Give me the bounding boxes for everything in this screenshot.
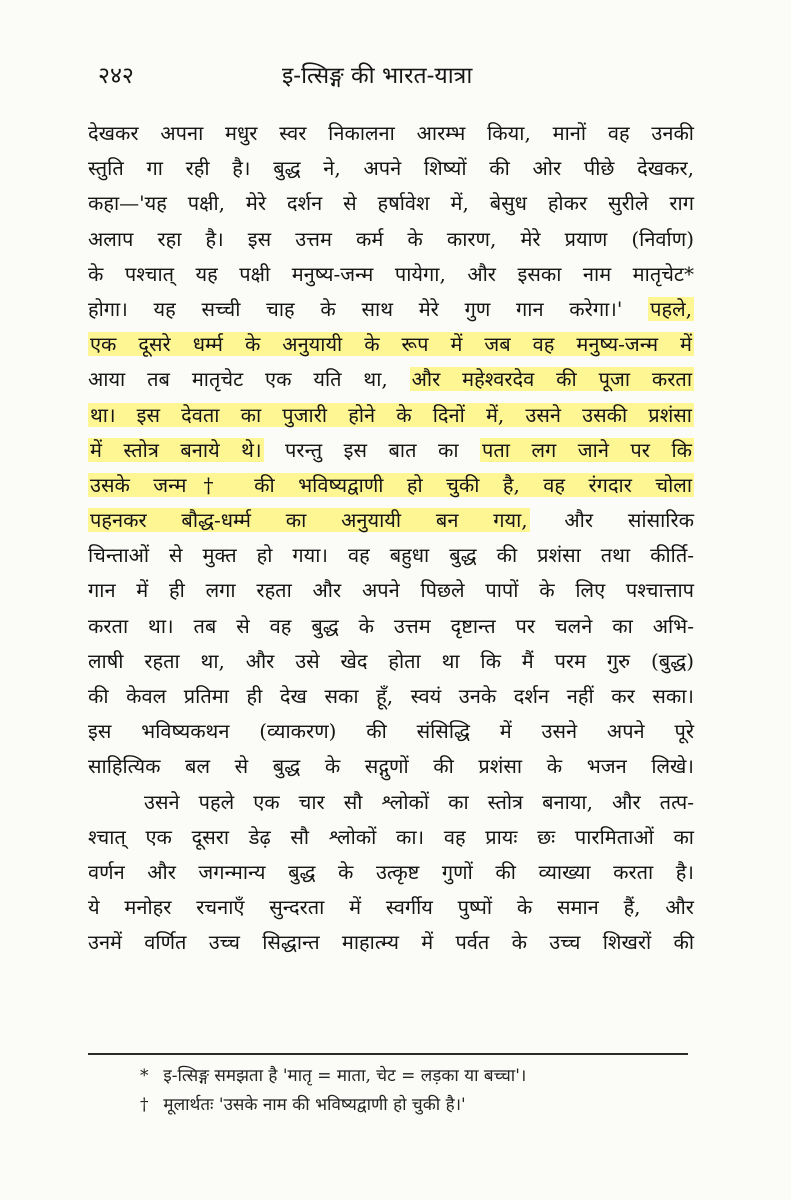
text-line	[88, 327, 694, 362]
line-text: करता था। तब से वह बुद्ध के उत्तम दृष्टान्त पर चलने का अभि-	[88, 613, 694, 638]
text-line	[88, 116, 694, 151]
text-line	[88, 222, 694, 257]
highlighted-text: में स्तोत्र बनाये थे।	[90, 437, 262, 462]
running-title: इ-त्सिङ्ग की भारत-यात्रा	[282, 63, 473, 89]
text-line	[88, 151, 694, 186]
line-text: अलाप रहा है। इस उत्तम कर्म के कारण, मेरे प्रयाण (निर्वाण)	[88, 226, 694, 251]
text-line	[88, 925, 694, 960]
footnote-mark: *	[140, 1066, 149, 1086]
footnote-mark: †	[140, 1095, 149, 1115]
text-line	[88, 433, 694, 468]
text-line	[88, 503, 694, 538]
footnote-divider	[88, 1053, 688, 1055]
line-text: लाषी रहता था, और उसे खेद होता था कि मैं परम गुरु (बुद्ध)	[88, 648, 694, 673]
text-line	[88, 644, 694, 679]
footnotes	[140, 1062, 660, 1120]
text-line	[88, 679, 694, 714]
body-text	[88, 116, 694, 961]
line-text: कहा—'यह पक्षी, मेरे दर्शन से हर्षावेश में, बेसुध होकर सुरीले राग	[88, 191, 694, 216]
line-text: उनमें वर्णित उच्च सिद्धान्त माहात्म्य में पर्वत के उच्च शिखरों की	[88, 930, 694, 955]
line-text: की केवल प्रतिमा ही देख सका हूँ, स्वयं उनके दर्शन नहीं कर सका।	[88, 684, 694, 708]
highlighted-text: एक दूसरे धर्म्म के अनुयायी के रूप में जब वह मनुष्य-जन्म में	[90, 332, 692, 357]
line-text: इस भविष्यकथन (व्याकरण) की संसिद्धि में उसने अपने पूरे	[88, 719, 694, 744]
line-text: श्चात् एक दूसरा डेढ़ सौ श्लोकों का। वह प्रायः छः पारमिताओं का	[88, 824, 694, 849]
highlighted-text: पहले,	[650, 296, 692, 321]
text-line	[88, 362, 694, 397]
text-line	[88, 257, 694, 292]
highlighted-text: और महेश्वरदेव की पूजा करता	[411, 367, 693, 392]
text-line	[88, 186, 694, 221]
line-text: साहित्यिक बल से बुद्ध के सद्गुणों की प्रशंसा के भजन लिखे।	[88, 754, 694, 779]
line-text: वर्णन और जगन्मान्य बुद्ध के उत्कृष्ट गुणों की व्याख्या करता है।	[88, 859, 694, 884]
text-line	[88, 573, 694, 608]
page-header	[98, 58, 683, 92]
text-line	[88, 749, 694, 784]
text-line	[88, 855, 694, 890]
line-text: और सांसारिक	[529, 508, 694, 533]
line-text: परन्तु इस बात का	[263, 437, 481, 462]
line-text: होगा। यह सच्ची चाह के साथ मेरे गुण गान करेगा।'	[88, 296, 649, 321]
page-number: २४२	[98, 63, 134, 89]
footnote-text: इ-त्सिङ्ग समझता है 'मातृ = माता, चेट = लड़का या बच्चा'।	[163, 1066, 527, 1086]
text-line	[88, 398, 694, 433]
line-text: गान में ही लगा रहता और अपने पिछले पापों के लिए पश्चात्ताप	[88, 578, 694, 603]
line-text: स्तुति गा रही है। बुद्ध ने, अपने शिष्यों की ओर पीछे देखकर,	[88, 156, 694, 181]
line-text: उसने पहले एक चार सौ श्लोकों का स्तोत्र बनाया, और तत्प-	[144, 789, 694, 814]
footnote	[140, 1091, 660, 1120]
text-line	[88, 890, 694, 925]
line-text: के पश्चात् यह पक्षी मनुष्य-जन्म पायेगा, और इसका नाम मातृचेट*	[88, 261, 694, 286]
text-line	[88, 538, 694, 573]
line-text: देखकर अपना मधुर स्वर निकालना आरम्भ किया, मानों वह उनकी	[88, 121, 694, 145]
text-line	[88, 468, 694, 503]
text-line	[88, 785, 694, 820]
highlighted-text: पहनकर बौद्ध-धर्म्म का अनुयायी बन गया,	[90, 508, 528, 533]
text-line	[88, 609, 694, 644]
highlighted-text: उसके जन्म† की भविष्यद्वाणी हो चुकी है, वह रंगदार चोला	[90, 472, 692, 497]
highlighted-text: पता लग जाने पर कि	[482, 437, 692, 462]
line-text: आया तब मातृचेट एक यति था,	[88, 367, 410, 392]
text-line	[88, 714, 694, 749]
footnote-text: मूलार्थतः 'उसके नाम की भविष्यद्वाणी हो चुकी है।'	[163, 1095, 466, 1115]
line-text: ये मनोहर रचनाएँ सुन्दरता में स्वर्गीय पुष्पों के समान हैं, और	[88, 895, 694, 920]
footnote	[140, 1062, 660, 1091]
text-line	[88, 292, 694, 327]
line-text: चिन्ताओं से मुक्त हो गया। वह बहुधा बुद्ध की प्रशंसा तथा कीर्ति-	[88, 543, 694, 568]
text-line	[88, 820, 694, 855]
highlighted-text: था। इस देवता का पुजारी होने के दिनों में, उसने उसकी प्रशंसा	[90, 402, 692, 427]
